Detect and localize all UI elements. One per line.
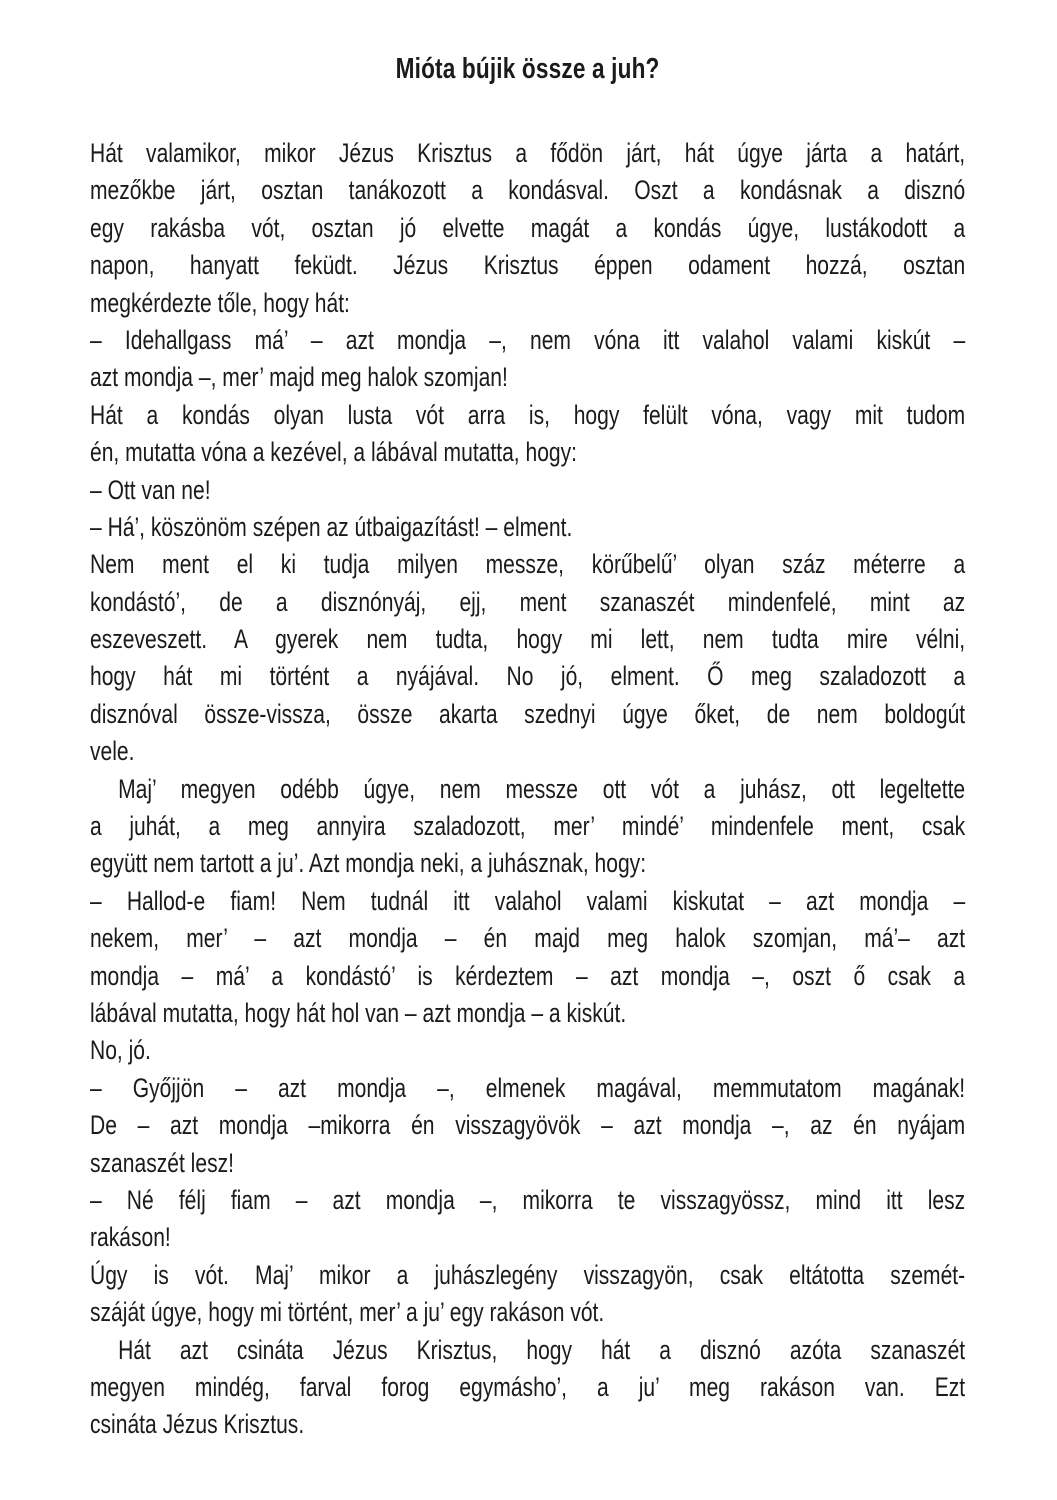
- text-line: vele.: [90, 736, 135, 767]
- text-line: megkérdezte tőle, hogy hát:: [90, 287, 350, 318]
- text-line: Nem ment el ki tudja milyen messze, körűbelű’ olyan száz méterre a: [90, 549, 966, 580]
- text-line: csináta Jézus Krisztus.: [90, 1409, 305, 1440]
- text-line: Maj’ megyen odébb úgye, nem messze ott vót a juhász, ott legeltette: [118, 773, 966, 804]
- text-line: No, jó.: [90, 1035, 151, 1066]
- text-line: Úgy is vót. Maj’ mikor a juhászlegény visszagyön, csak eltátotta szemét-: [90, 1259, 966, 1290]
- document-content: [90, 50, 965, 1444]
- text-line: én, mutatta vóna a kezével, a lábával mutatta, hogy:: [90, 437, 578, 468]
- text-line: rakáson!: [90, 1222, 171, 1253]
- text-line: hogy hát mi történt a nyájával. No jó, elment. Ő meg szaladozott a: [90, 661, 966, 692]
- text-line: Hát a kondás olyan lusta vót arra is, hogy felült vóna, vagy mit tudom: [90, 399, 966, 430]
- text-line: nekem, mer’ – azt mondja – én majd meg halok szomjan, má’– azt: [90, 923, 966, 954]
- text-line: megyen mindég, farval forog egymásho’, a ju’ meg rakáson van. Ezt: [90, 1371, 966, 1402]
- text-line: – Ott van ne!: [90, 474, 211, 505]
- text-line: – Győjjön – azt mondja –, elmenek magával, memmutatom magának!: [90, 1072, 966, 1103]
- text-line: – Idehallgass má’ – azt mondja –, nem vóna itt valahol valami kiskút –: [90, 324, 966, 355]
- text-line: mondja – má’ a kondástó’ is kérdeztem – azt mondja –, oszt ő csak a: [90, 960, 966, 991]
- text-line: eszeveszett. A gyerek nem tudta, hogy mi lett, nem tudta mire vélni,: [90, 624, 966, 655]
- text-line: szanaszét lesz!: [90, 1147, 234, 1178]
- text-line: De – azt mondja –mikorra én visszagyövök – azt mondja –, az én nyájam: [90, 1110, 966, 1141]
- text-line: napon, hanyatt feküdt. Jézus Krisztus éppen odament hozzá, osztan: [90, 250, 966, 281]
- story-text: [90, 135, 965, 1444]
- text-line: együtt nem tartott a ju’. Azt mondja neki, a juhásznak, hogy:: [90, 848, 647, 879]
- text-line: kondástó’, de a disznónyáj, ejj, ment szanaszét mindenfelé, mint az: [90, 586, 966, 617]
- document-title: Mióta bújik össze a juh?: [395, 53, 660, 85]
- text-line: mezőkbe járt, osztan tanákozott a kondásval. Oszt a kondásnak a disznó: [90, 175, 966, 206]
- text-line: száját úgye, hogy mi történt, mer’ a ju’ egy rakáson vót.: [90, 1297, 605, 1328]
- text-line: lábával mutatta, hogy hát hol van – azt mondja – a kiskút.: [90, 997, 627, 1028]
- text-line: – Hallod-e fiam! Nem tudnál itt valahol valami kiskutat – azt mondja –: [90, 885, 966, 916]
- text-line: Hát azt csináta Jézus Krisztus, hogy hát a disznó azóta szanaszét: [118, 1334, 966, 1365]
- text-line: Hát valamikor, mikor Jézus Krisztus a fődön járt, hát úgye járta a határt,: [90, 138, 966, 168]
- text-line: – Né félj fiam – azt mondja –, mikorra te visszagyössz, mind itt lesz: [90, 1184, 966, 1215]
- text-line: egy rakásba vót, osztan jó elvette magát a kondás úgye, lustákodott a: [90, 212, 966, 243]
- text-line: azt mondja –, mer’ majd meg halok szomjan!: [90, 362, 508, 393]
- text-line: – Há’, köszönöm szépen az útbaigazítást! – elment.: [90, 511, 573, 542]
- text-line: a juhát, a meg annyira szaladozott, mer’ mindé’ mindenfele ment, csak: [90, 811, 966, 842]
- text-line: disznóval össze-vissza, össze akarta szednyi úgye őket, de nem boldogút: [90, 698, 966, 729]
